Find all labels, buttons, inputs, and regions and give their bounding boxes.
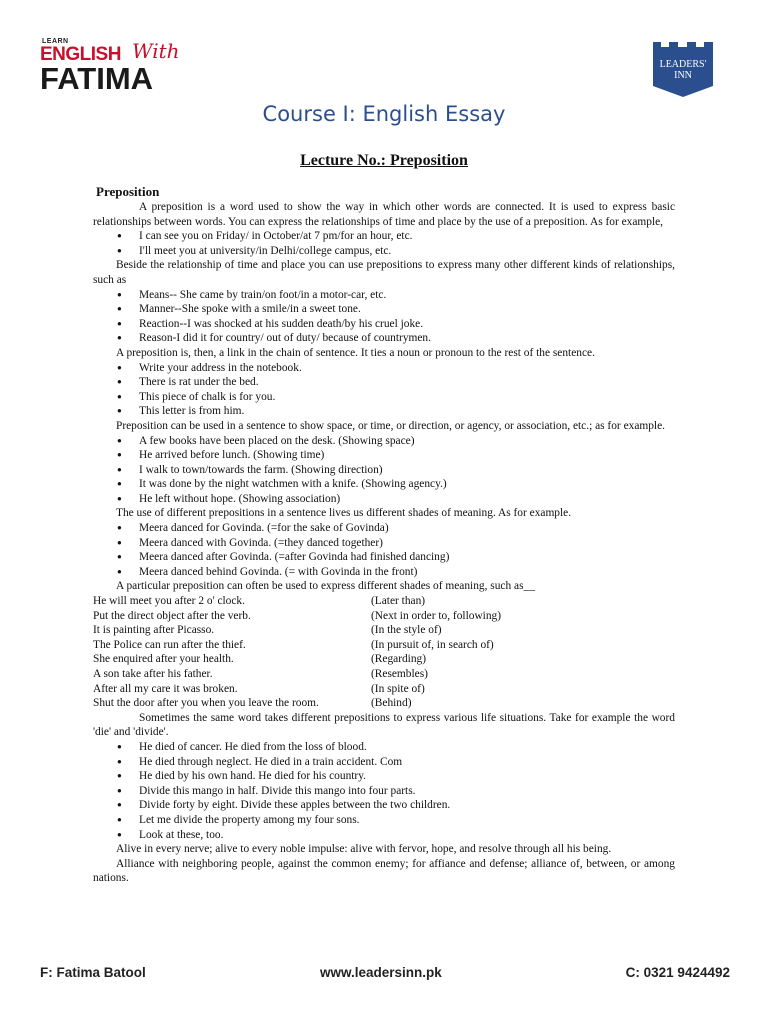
- bullet-icon: ●: [117, 231, 122, 241]
- paragraph: A particular preposition can often be used to express different shades of meaning, such as__: [116, 580, 535, 593]
- list-item: [117, 798, 675, 813]
- bullet-icon: ●: [117, 800, 122, 810]
- list-item-text: I walk to town/towards the farm. (Showing direction): [139, 463, 383, 476]
- list-item-text: Write your address in the notebook.: [139, 361, 302, 374]
- paragraph: Sometimes the same word takes different prepositions to express various life situations. Take for example the word 'die' and 'divide'.: [93, 711, 675, 739]
- list-item: [117, 390, 675, 405]
- list-item-text: This piece of chalk is for you.: [139, 390, 276, 403]
- list-item-text: He died of cancer. He died from the loss of blood.: [139, 740, 367, 753]
- list-item: [117, 375, 675, 390]
- example-sentence: After all my care it was broken.: [93, 682, 238, 695]
- list-item: [117, 288, 675, 303]
- bullet-icon: ●: [117, 245, 122, 255]
- bullet-icon: ●: [117, 829, 122, 839]
- bullet-icon: ●: [117, 814, 122, 824]
- bullet-icon: ●: [117, 391, 122, 401]
- list-item: [117, 244, 675, 259]
- example-sentence: He will meet you after 2 o' clock.: [93, 595, 245, 608]
- example-meaning: (Later than): [371, 595, 426, 608]
- list-item-text: I'll meet you at university/in Delhi/college campus, etc.: [139, 244, 392, 257]
- example-meaning: (In the style of): [371, 624, 442, 637]
- bullet-icon: ●: [117, 450, 122, 460]
- bullet-icon: ●: [117, 435, 122, 445]
- list-item-text: He died by his own hand. He died for his country.: [139, 770, 367, 783]
- bullet-icon: ●: [117, 771, 122, 781]
- list-item-text: Means-- She came by train/on foot/in a motor-car, etc.: [139, 288, 387, 301]
- logo-leaders-text: LEADERS': [659, 59, 707, 70]
- bullet-icon: ●: [117, 479, 122, 489]
- bullet-icon: ●: [117, 464, 122, 474]
- bullet-icon: ●: [117, 289, 122, 299]
- example-row: [93, 682, 675, 697]
- list-item-text: A few books have been placed on the desk. (Showing space): [139, 434, 415, 447]
- example-sentence: She enquired after your health.: [93, 653, 234, 666]
- paragraph: The use of different prepositions in a sentence lives us different shades of meaning. As for example.: [116, 507, 572, 520]
- list-item-text: He died through neglect. He died in a train accident. Com: [139, 755, 403, 768]
- bullet-list: [93, 521, 675, 579]
- list-item-text: He left without hope. (Showing association): [139, 492, 341, 505]
- bullet-icon: ●: [117, 552, 122, 562]
- paragraph: Beside the relationship of time and place you can use prepositions to express many other different kinds of relationships, such as: [93, 259, 675, 286]
- bullet-icon: ●: [117, 406, 122, 416]
- list-item-text: Let me divide the property among my four sons.: [139, 813, 360, 826]
- logo-with-text: With: [132, 39, 180, 63]
- example-row: [93, 638, 675, 653]
- bullet-icon: ●: [117, 493, 122, 503]
- list-item-text: Manner--She spoke with a smile/in a sweet tone.: [139, 303, 361, 316]
- paragraph: A preposition is, then, a link in the chain of sentence. It ties a noun or pronoun to the rest of the sentence.: [116, 346, 595, 359]
- list-item-text: There is rat under the bed.: [139, 376, 259, 389]
- example-sentence: Put the direct object after the verb.: [93, 609, 251, 622]
- list-item-text: This letter is from him.: [139, 405, 245, 418]
- bullet-list: [93, 288, 675, 346]
- list-item: [117, 331, 675, 346]
- lecture-body: [93, 183, 675, 886]
- list-item-text: Divide this mango in half. Divide this mango into four parts.: [139, 784, 416, 797]
- example-meaning: (Next in order to, following): [371, 609, 502, 622]
- list-item: [117, 448, 675, 463]
- bullet-icon: ●: [117, 318, 122, 328]
- list-item: [117, 404, 675, 419]
- list-item: [117, 463, 675, 478]
- list-item: [117, 755, 675, 770]
- list-item-text: Divide forty by eight. Divide these apples between the two children.: [139, 799, 451, 812]
- page-footer: [0, 965, 768, 989]
- bullet-icon: ●: [117, 304, 122, 314]
- list-item-text: Meera danced behind Govinda. (= with Govinda in the front): [139, 565, 418, 578]
- footer-phone: C: 0321 9424492: [625, 965, 730, 980]
- list-item-text: Meera danced with Govinda. (=they danced together): [139, 536, 383, 549]
- examples-table: [93, 594, 675, 711]
- bullet-icon: ●: [117, 566, 122, 576]
- lecture-title: Lecture No.: Preposition: [300, 152, 468, 169]
- english-with-fatima-logo: [40, 36, 190, 96]
- example-row: [93, 623, 675, 638]
- example-sentence: It is painting after Picasso.: [93, 624, 215, 637]
- footer-website-link[interactable]: www.leadersinn.pk: [320, 965, 442, 980]
- example-sentence: Shut the door after you when you leave the room.: [93, 697, 319, 710]
- example-row: [93, 696, 675, 711]
- list-item-text: He arrived before lunch. (Showing time): [139, 449, 325, 462]
- list-item: [117, 565, 675, 580]
- bullet-icon: ●: [117, 741, 122, 751]
- logo-english-text: ENGLISH: [40, 44, 121, 65]
- example-meaning: (Resembles): [371, 668, 428, 680]
- example-meaning: (In pursuit of, in search of): [371, 638, 494, 651]
- list-item: [117, 302, 675, 317]
- example-sentence: A son take after his father.: [93, 668, 213, 680]
- bullet-list: [93, 361, 675, 419]
- list-item: [117, 521, 675, 536]
- logo-fatima-text: FATIMA: [40, 61, 154, 96]
- list-item-text: Reason-I did it for country/ out of duty/ because of countrymen.: [139, 332, 431, 345]
- bullet-icon: ●: [117, 537, 122, 547]
- example-sentence: The Police can run after the thief.: [93, 638, 246, 651]
- page-header: [0, 0, 768, 169]
- example-meaning: (Behind): [371, 697, 412, 710]
- logo-inn-text: INN: [674, 70, 692, 81]
- list-item: [117, 477, 675, 492]
- list-item: [117, 740, 675, 755]
- list-item-text: Look at these, too.: [139, 828, 224, 841]
- list-item-text: Meera danced after Govinda. (=after Govinda had finished dancing): [139, 551, 450, 564]
- list-item: [117, 229, 675, 244]
- footer-author: F: Fatima Batool: [40, 965, 146, 980]
- list-item: [117, 784, 675, 799]
- list-item: [117, 828, 675, 843]
- list-item: [117, 317, 675, 332]
- paragraph: A preposition is a word used to show the way in which other words are connected. It is used to express basic relationships between words. You can express the relationships of time and place by the use of a preposition. As for example,: [93, 201, 675, 228]
- example-meaning: (In spite of): [371, 682, 425, 695]
- section-heading: Preposition: [96, 184, 160, 199]
- list-item: [117, 361, 675, 376]
- example-row: [93, 609, 675, 624]
- example-row: [93, 667, 675, 682]
- bullet-icon: ●: [117, 362, 122, 372]
- bullet-list: [93, 229, 675, 258]
- bullet-list: [93, 434, 675, 507]
- example-meaning: (Regarding): [371, 653, 427, 666]
- list-item: [117, 536, 675, 551]
- paragraph: Alliance with neighboring people, against the common enemy; for affiance and defense; alliance of, between, or among nations.: [93, 857, 675, 885]
- list-item: [117, 813, 675, 828]
- bullet-icon: ●: [117, 785, 122, 795]
- bullet-icon: ●: [117, 756, 122, 766]
- list-item: [117, 550, 675, 565]
- bullet-list: [93, 740, 675, 842]
- logo-learn-text: LEARN: [42, 38, 69, 45]
- bullet-icon: ●: [117, 523, 122, 533]
- list-item-text: Reaction--I was shocked at his sudden death/by his cruel joke.: [139, 317, 424, 330]
- course-title: Course I: English Essay: [262, 102, 506, 126]
- list-item: [117, 434, 675, 449]
- list-item-text: I can see you on Friday/ in October/at 7 pm/for an hour, etc.: [139, 230, 413, 243]
- list-item: [117, 492, 675, 507]
- list-item: [117, 769, 675, 784]
- leaders-inn-shield-icon: [652, 40, 714, 98]
- example-row: [93, 652, 675, 667]
- leaders-inn-logo: [652, 40, 714, 98]
- paragraph: Alive in every nerve; alive to every noble impulse: alive with fervor, hope, and resolve through all his being.: [116, 843, 612, 856]
- list-item-text: It was done by the night watchmen with a knife. (Showing agency.): [139, 478, 447, 491]
- bullet-icon: ●: [117, 377, 122, 387]
- example-row: [93, 594, 675, 609]
- bullet-icon: ●: [117, 333, 122, 343]
- list-item-text: Meera danced for Govinda. (=for the sake of Govinda): [139, 522, 389, 535]
- paragraph: Preposition can be used in a sentence to show space, or time, or direction, or agency, or association, etc.; as for example.: [116, 419, 665, 432]
